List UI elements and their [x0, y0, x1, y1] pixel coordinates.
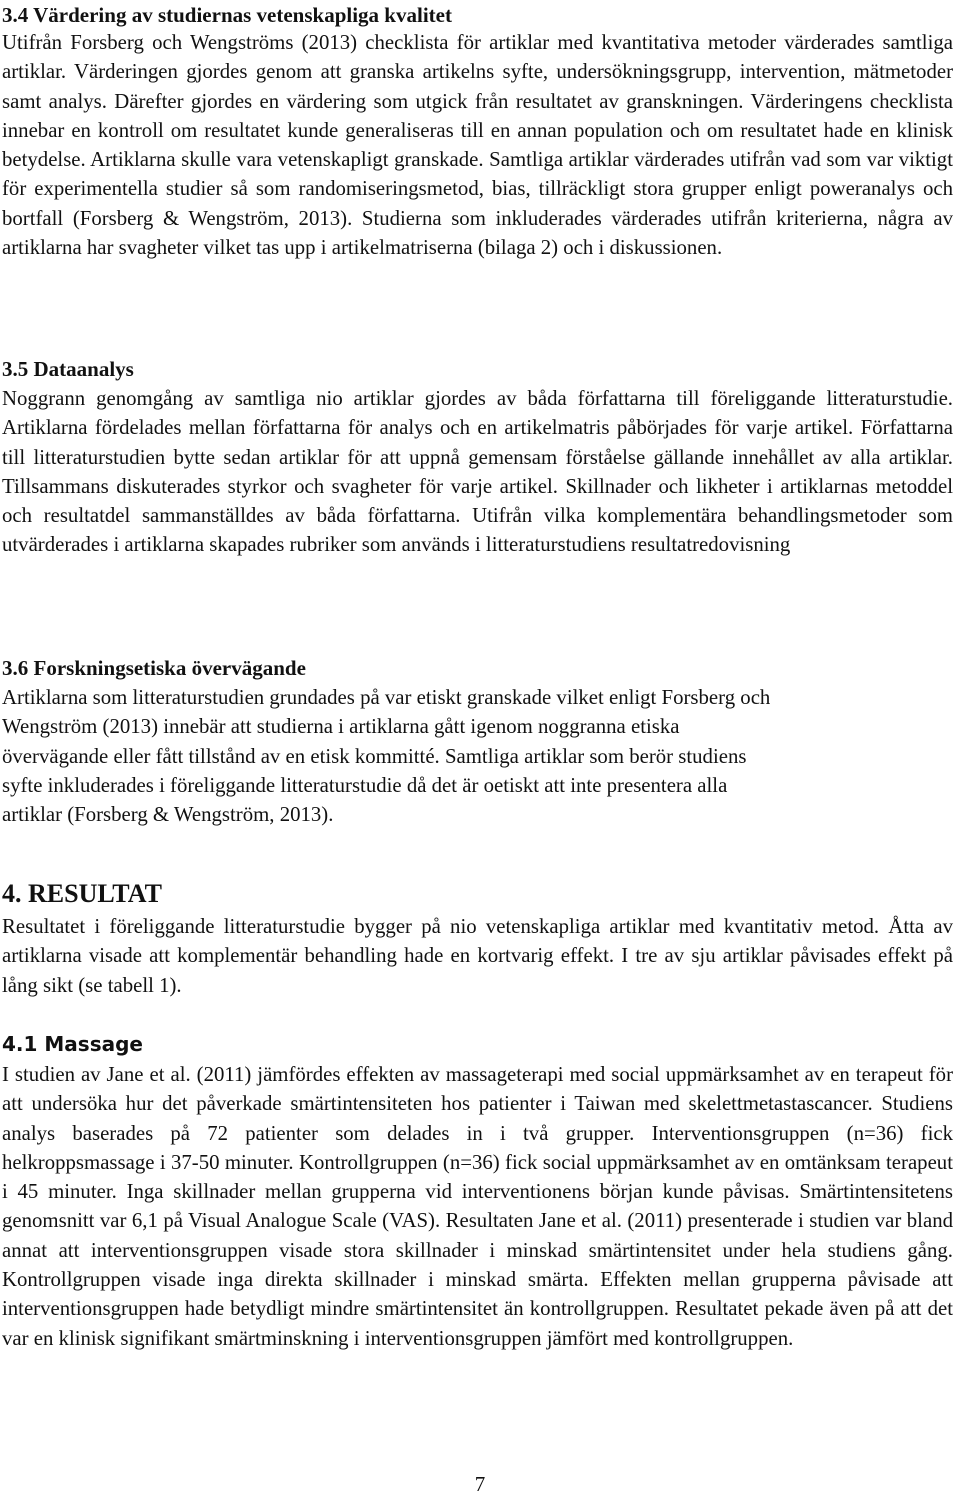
section-heading: 4. RESULTAT: [2, 879, 162, 908]
section-text: [2, 683, 953, 829]
section-heading: 3.4 Värdering av studiernas vetenskapliga kvalitet: [2, 3, 452, 27]
text-line: Wengström (2013) innebär att studierna i artiklarna gått igenom noggranna etiska: [2, 715, 680, 739]
section-paragraph: Resultatet i föreliggande litteraturstudie bygger på nio vetenskapliga artiklar med kvantitativ metod. Åtta av artiklarna visade att komplementär behandling hade en kortvarig effekt. I tre av sju artiklar påvisades effekt på lång sikt (se tabell 1).: [2, 915, 953, 997]
section-heading: 4.1 Massage: [2, 1032, 143, 1056]
section-heading: 3.6 Forskningsetiska övervägande: [2, 656, 306, 680]
text-line: Artiklarna som litteraturstudien grundades på var etiskt granskade vilket enligt Forsberg och: [2, 686, 771, 709]
text-line: syfte inkluderades i föreliggande litteraturstudie då det är oetiskt att inte presentera alla: [2, 773, 728, 797]
section-paragraph: Noggrann genomgång av samtliga nio artiklar gjordes av båda författarna till föreliggande litteraturstudie. Artiklarna fördelades mellan författarna för analys och en artikelmatris påbörjades för varje artikel. Författarna till litteraturstudien bytte sedan artiklar för att uppnå gemensam förståelse gällande innehållet av alla artiklar. Tillsammans diskuterades styrkor och svagheter för varje artikel. Skillnader och likheter i artiklarnas metoddel och resultatdel sammanställdes av båda författarna. Utifrån vilka komplementära behandlingsmetoder som utvärderades i artiklarna skapades rubriker som används i litteraturstudiens resultatredovisning: [2, 387, 953, 557]
text-line: övervägande eller fått tillstånd av en etisk kommitté. Samtliga artiklar som berör studiens: [2, 744, 747, 768]
text-line: artiklar (Forsberg & Wengström, 2013).: [2, 803, 334, 827]
section-paragraph: I studien av Jane et al. (2011) jämfördes effekten av massageterapi med social uppmärksamhet av en terapeut för att undersöka hur det påverkade smärtintensiteten hos patienter i Taiwan med skelettmetastascancer. Studiens analys baserades på 72 patienter som delades in i två grupper. Interventionsgruppen (n=36) fick helkroppsmassage i 37-50 minuter. Kontrollgruppen (n=36) fick social uppmärksamhet av en omtänksam terapeut i 45 minuter. Inga skillnader mellan grupperna vid interventionens början kunde påvisas. Smärtintensitetens genomsnitt var 6,1 på Visual Analogue Scale (VAS). Resultaten Jane et al. (2011) presenterade i studien var bland annat att interventionsgruppen visade stora skillnader i minskad smärtintensitet under hela studiens gång. Kontrollgruppen visade inga direkta skillnader i minskad smärta. Effekten mellan grupperna påvisade att interventionsgruppen hade betydligt mindre smärtintensitet än kontrollgruppen. Resultatet pekade även på att det var en klinisk signifikant smärtminskning i interventionsgruppen jämfört med kontrollgruppen.: [2, 1063, 953, 1350]
section-paragraph: Utifrån Forsberg och Wengströms (2013) checklista för artiklar med kvantitativa metoder värderades samtliga artiklar. Värderingen gjordes genom att granska artikelns syfte, undersökningsgrupp, intervention, mätmetoder samt analys. Därefter gjordes en värdering som utgick från resultatet av granskningen. Värderingens checklista innebar en kontroll om resultatet kunde generaliseras till en annan population och om resultatet hade en klinisk betydelse. Artiklarna skulle vara vetenskapligt granskade. Samtliga artiklar värderades utifrån vad som var viktigt för experimentella studier så som randomiseringsmetod, bias, tillräckligt stora grupper enligt poweranalys och bortfall (Forsberg & Wengström, 2013). Studierna som inkluderades värderades utifrån kriterierna, några av artiklarna har svagheter vilket tas upp i artikelmatriserna (bilaga 2) och i diskussionen.: [2, 31, 953, 260]
section-heading: 3.5 Dataanalys: [2, 357, 134, 381]
page-number: 7: [474, 1472, 486, 1496]
